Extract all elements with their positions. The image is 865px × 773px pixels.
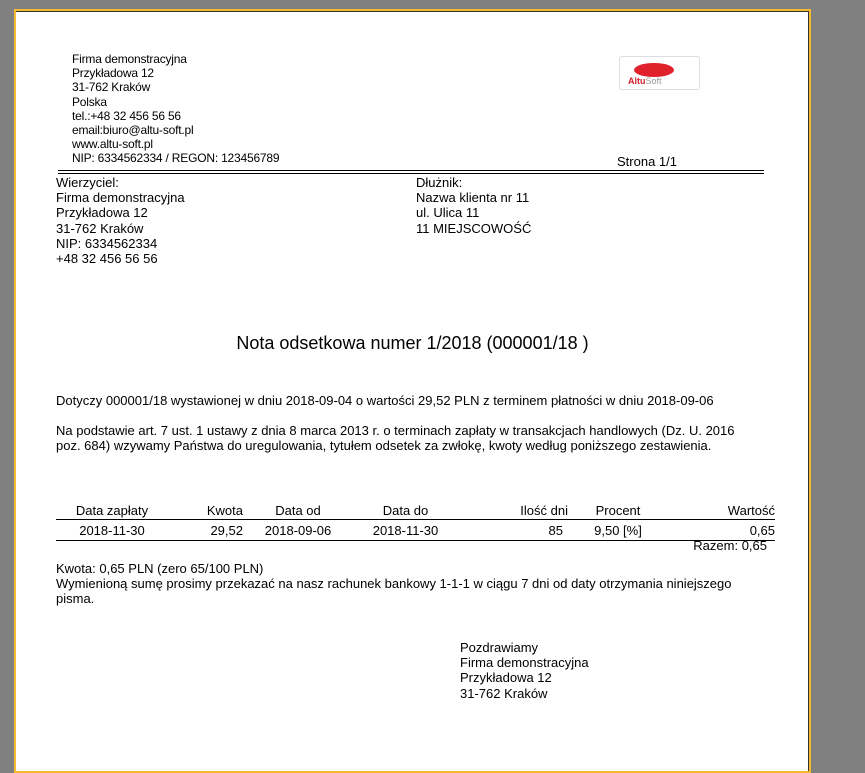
column-header: Data do — [353, 501, 458, 520]
cell-payment-date: 2018-11-30 — [56, 520, 168, 541]
header-divider — [58, 170, 764, 171]
issuer-line: Przykładowa 12 — [72, 66, 154, 81]
payment-request-line: Wymienioną sumę prosimy przekazać na nasz rachunek bankowy 1-1-1 w ciągu 7 dni od daty otrzymania niniejszego — [56, 576, 732, 592]
issuer-line: Firma demonstracyjna — [72, 52, 187, 66]
payment-request-line: pisma. — [56, 591, 95, 607]
header-divider — [58, 173, 764, 174]
debtor-line: ul. Ulica 11 — [416, 205, 480, 221]
document-page — [14, 9, 811, 773]
creditor-block — [56, 175, 185, 266]
issuer-line: NIP: 6334562334 / REGON: 123456789 — [72, 151, 280, 166]
issuer-line: Polska — [72, 94, 107, 109]
issuer-address — [72, 52, 279, 166]
table-total: Razem: 0,65 — [693, 538, 767, 553]
debtor-line: 11 MIEJSCOWOŚĆ — [416, 220, 532, 236]
issuer-line: www.altu-soft.pl — [72, 137, 153, 152]
document-title: Nota odsetkowa numer 1/2018 (000001/18 ) — [236, 333, 589, 353]
table-header-row — [56, 501, 775, 520]
legal-basis-line: poz. 684) wzywamy Państwa do uregulowania, tytułem odsetek za zwłokę, kwoty według poniższego zestawienia. — [56, 438, 712, 454]
invoice-reference: Dotyczy 000001/18 wystawionej w dniu 2018-09-04 o wartości 29,52 PLN z terminem płatności w dniu 2018-09-06 — [56, 393, 714, 408]
legal-basis — [56, 423, 735, 453]
closing-line: Przykładowa 12 — [460, 670, 552, 686]
amount-line: Kwota: 0,65 PLN (zero 65/100 PLN) — [56, 561, 264, 576]
creditor-line: Firma demonstracyjna — [56, 190, 185, 206]
column-header: Ilość dni — [458, 501, 568, 520]
column-header: Data zapłaty — [56, 501, 168, 520]
table-row — [56, 520, 775, 541]
company-logo — [619, 56, 700, 90]
cell-percent: 9,50 [%] — [568, 520, 668, 541]
debtor-line: Nazwa klienta nr 11 — [416, 190, 530, 206]
column-header: Kwota — [168, 501, 243, 520]
creditor-line: NIP: 6334562334 — [56, 235, 158, 251]
column-header: Wartość — [668, 501, 775, 520]
cell-date-to: 2018-11-30 — [353, 520, 458, 541]
issuer-line: email:biuro@altu-soft.pl — [72, 123, 194, 138]
creditor-label: Wierzyciel: — [56, 175, 119, 190]
cell-value: 0,65 — [668, 520, 775, 541]
creditor-line: Przykładowa 12 — [56, 205, 148, 221]
closing-line: Firma demonstracyjna — [460, 655, 589, 671]
page-number: Strona 1/1 — [617, 154, 677, 169]
creditor-line: 31-762 Kraków — [56, 220, 144, 236]
creditor-line: +48 32 456 56 56 — [56, 251, 158, 267]
legal-basis-line: Na podstawie art. 7 ust. 1 ustawy z dnia 8 marca 2013 r. o terminach zapłaty w transakcjach handlowych (Dz. U. 2016 — [56, 423, 735, 438]
cell-date-from: 2018-09-06 — [243, 520, 353, 541]
closing-line: Pozdrawiamy — [460, 640, 539, 655]
debtor-block — [416, 175, 531, 236]
amount-summary — [56, 561, 732, 607]
cell-amount: 29,52 — [168, 520, 243, 541]
interest-table — [56, 501, 775, 541]
logo-mark — [634, 63, 674, 77]
closing-signature — [460, 640, 589, 701]
issuer-line: 31-762 Kraków — [72, 80, 151, 95]
column-header: Data od — [243, 501, 353, 520]
column-header: Procent — [568, 501, 668, 520]
logo-text: AltuSoft — [628, 76, 662, 86]
debtor-label: Dłużnik: — [416, 175, 463, 190]
issuer-line: tel.:+48 32 456 56 56 — [72, 108, 181, 123]
closing-line: 31-762 Kraków — [460, 685, 548, 701]
cell-days: 85 — [458, 520, 568, 541]
